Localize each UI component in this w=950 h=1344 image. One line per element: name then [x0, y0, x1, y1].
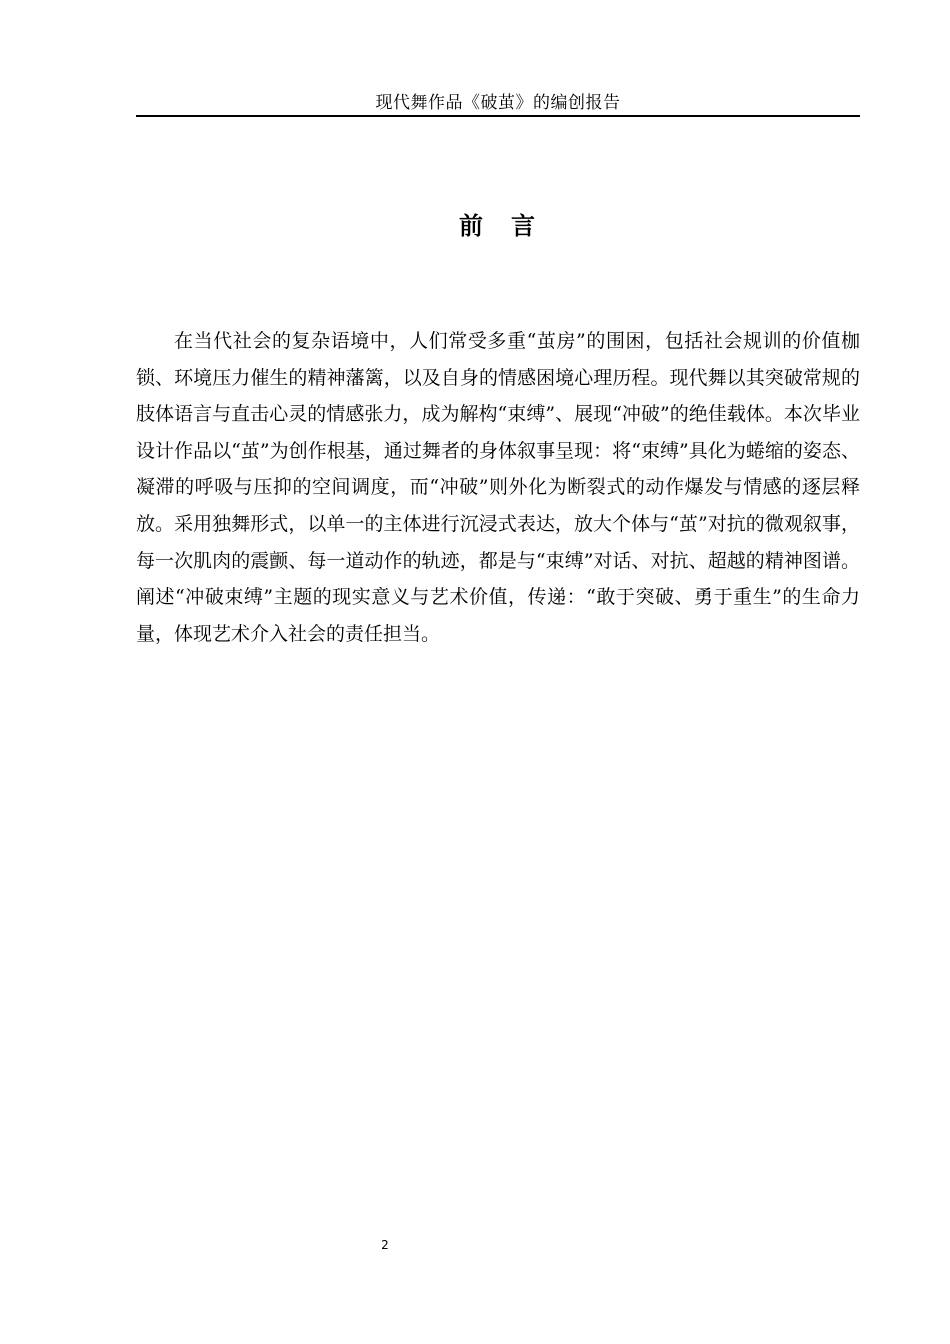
page-number: 2: [381, 1238, 389, 1252]
running-header-title: 现代舞作品《破茧》的编创报告: [375, 93, 621, 113]
running-header: [136, 91, 860, 117]
preface-paragraph: 在当代社会的复杂语境中，人们常受多重“茧房”的围困，包括社会规训的价值枷锁、环境压力催生的精神藩篱，以及自身的情感困境心理历程。现代舞以其突破常规的肢体语言与直击心灵的情感张力，成为解构“束缚”、展现“冲破”的绝佳载体。本次毕业设计作品以“茧”为创作根基，通过舞者的身体叙事呈现：将“束缚”具化为蜷缩的姿态、凝滞的呼吸与压抑的空间调度，而“冲破”则外化为断裂式的动作爆发与情感的逐层释放。采用独舞形式，以单一的主体进行沉浸式表达，放大个体与“茧”对抗的微观叙事，每一次肌肉的震颤、每一道动作的轨迹，都是与“束缚”对话、对抗、超越的精神图谱。阐述“冲破束缚”主题的现实意义与艺术价值，传递：“敢于突破、勇于重生”的生命力量，体现艺术介入社会的责任担当。: [136, 330, 860, 645]
section-title: 前 言: [459, 211, 537, 240]
